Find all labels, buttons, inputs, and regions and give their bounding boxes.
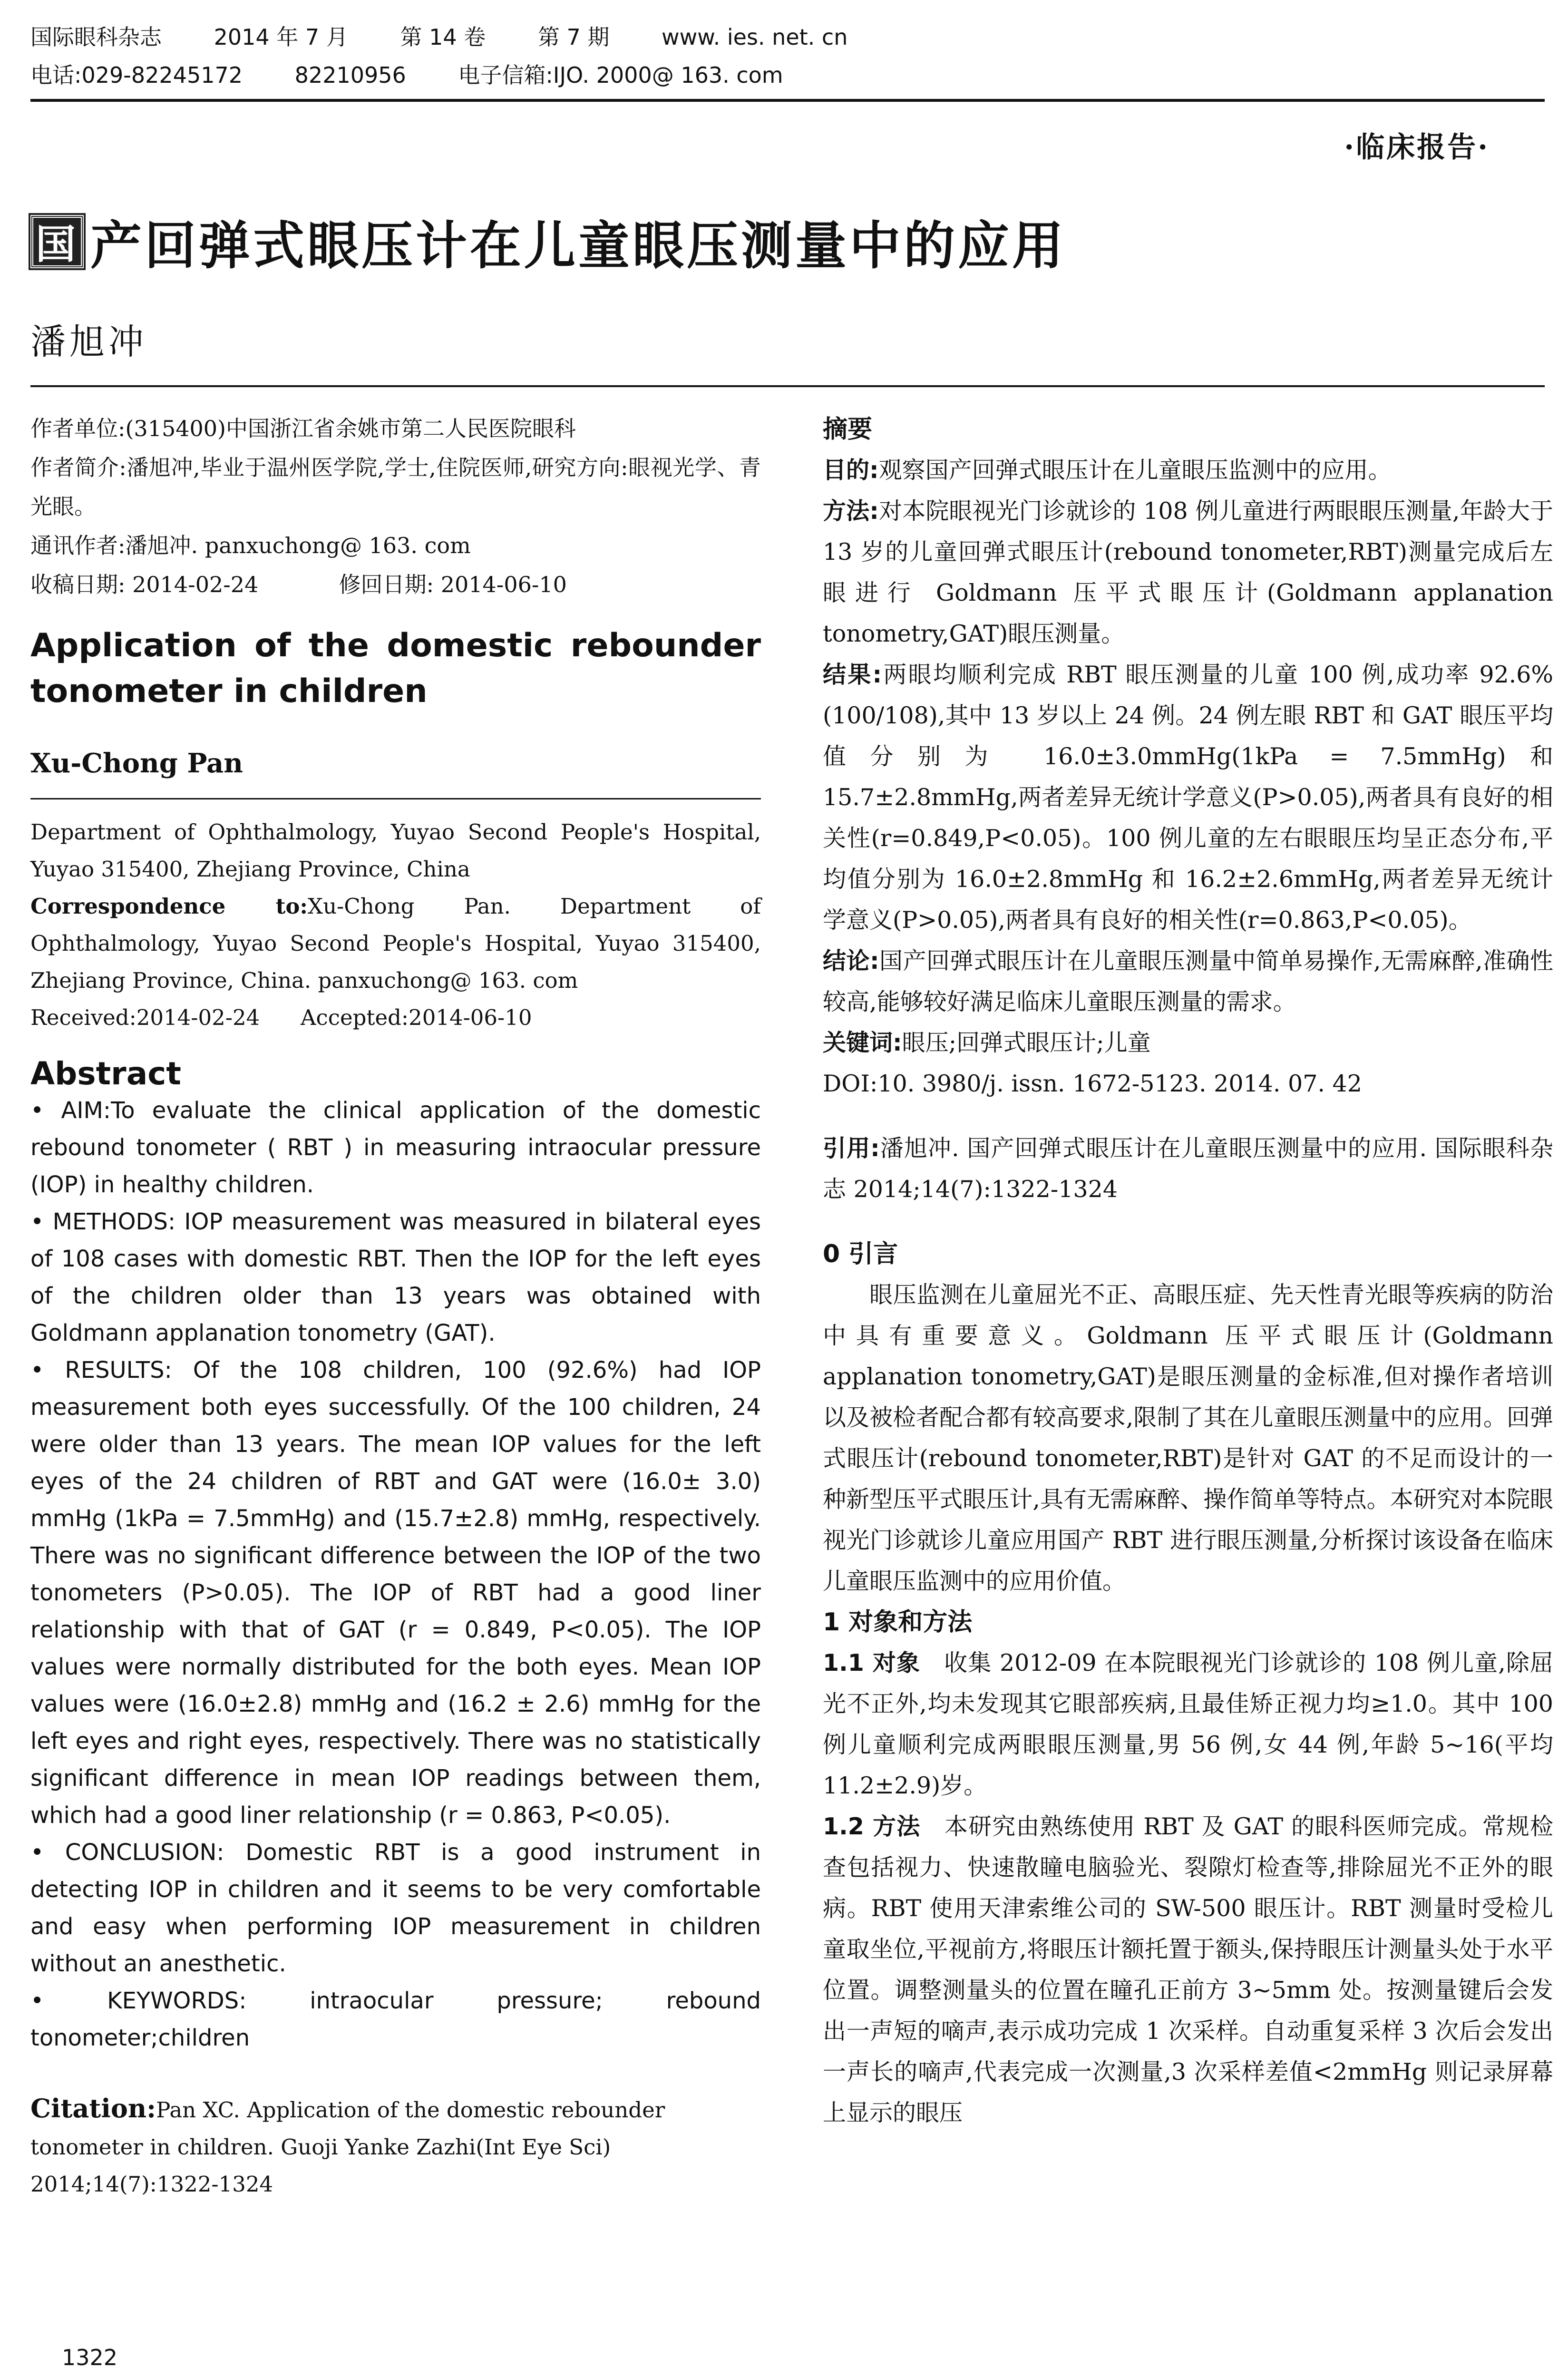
journal-name: 国际眼科杂志 — [30, 24, 162, 50]
english-title: Application of the domestic rebounder tonometer in children — [30, 627, 761, 710]
abstract-conclusion: • CONCLUSION: Domestic RBT is a good instrument in detecting IOP in children and it seems to be very comfortable and easy when performing IOP measurement in children without an anesthetic. — [30, 1839, 761, 1977]
section-0-heading: 0 引言 — [823, 1240, 898, 1268]
citation-label: Citation: — [30, 2093, 156, 2124]
author-unit: 作者单位:(315400)中国浙江省余姚市第二人民医院眼科 — [30, 416, 576, 441]
cn-citation-text: 潘旭冲. 国产回弹式眼压计在儿童眼压测量中的应用. 国际眼科杂志 2014;14(7):1322-1324 — [823, 1135, 1553, 1203]
abstract-methods: • METHODS: IOP measurement was measured in bilateral eyes of 108 cases with domestic RBT. Then the IOP for the left eyes of the children older than 13 years was obtained with Goldmann applanation tonometry (GAT). — [30, 1208, 761, 1346]
cn-results-text: 两眼均顺利完成 RBT 眼压测量的儿童 100 例,成功率 92.6%(100/108),其中 13 岁以上 24 例。24 例左眼 RBT 和 GAT 眼压平均值分别为 16.0±3.0mmHg(1kPa = 7.5mmHg)和 15.7±2.8mmHg,两者差异无统计学意义(P>0.05),两者具有良好的相关性(r=0.849,P<0.05)。100 例儿童的左右眼眼压均呈正态分布,平均值分别为 16.0±2.8mmHg 和 16.2±2.6mmHg,两者差异无统计学意义(P>0.05),两者具有良好的相关性(r=0.863,P<0.05)。 — [823, 661, 1553, 934]
website: www. ies. net. cn — [662, 24, 848, 50]
cn-conclusion-label: 结论: — [823, 947, 879, 974]
citation-text: Pan XC. Application of the domestic rebounder tonometer in children. Guoji Yanke Zazhi(Int Eye Sci) 2014;14(7):1322-1324 — [30, 2097, 665, 2197]
phone-2: 82210956 — [294, 62, 406, 88]
cn-keywords-text: 眼压;回弹式眼压计;儿童 — [902, 1029, 1151, 1056]
english-author-rule — [30, 798, 761, 799]
cn-methods-label: 方法: — [823, 497, 879, 525]
page-number: 1322 — [62, 2345, 118, 2370]
cn-keywords — [823, 1023, 1553, 1063]
issue-number: 第 7 期 — [537, 24, 610, 50]
cn-aim-label: 目的: — [823, 457, 879, 484]
section-1-1-label: 1.1 对象 — [823, 1649, 921, 1676]
right-column — [823, 409, 1553, 2133]
section-1-1 — [823, 1643, 1553, 1806]
cn-aim — [823, 450, 1553, 491]
section-0-text: 眼压监测在儿童屈光不正、高眼压症、先天性青光眼等疾病的防治中具有重要意义。Goldmann 压平式眼压计(Goldmann applanation tonometry,GAT)是眼压测量的金标准,但对操作者培训以及被检者配合都有较高要求,限制了其在儿童眼压测量中的应用。回弹式眼压计(rebound tonometer,RBT)是针对 GAT 的不足而设计的一种新型压平式眼压计,具有无需麻醉、操作简单等特点。本研究对本院眼视光门诊就诊儿童应用国产 RBT 进行眼压测量,分析探讨该设备在临床儿童眼压监测中的应用价值。 — [823, 1281, 1553, 1595]
correspondence-text: Xu-Chong Pan. Department of Ophthalmology, Yuyao Second People's Hospital, Yuyao 315400, Zhejiang Province, China. panxuchong@ 163. com — [30, 894, 761, 993]
correspondence-label: Correspondence to: — [30, 894, 308, 919]
cn-results-label: 结果: — [823, 661, 882, 688]
issue-date: 2014 年 7 月 — [214, 24, 348, 50]
author-name-cn: 潘旭冲 — [30, 321, 147, 362]
cn-conclusion-text: 国产回弹式眼压计在儿童眼压测量中简单易操作,无需麻醉,准确性较高,能够较好满足临床儿童眼压测量的需求。 — [823, 947, 1553, 1015]
cn-conclusion — [823, 941, 1553, 1023]
received-date-cn: 收稿日期: 2014-02-24 — [30, 572, 259, 597]
column-tag: ·临床报告· — [1344, 131, 1490, 164]
cn-methods — [823, 491, 1553, 654]
abstract-keywords: • KEYWORDS: intraocular pressure; rebound tonometer;children — [30, 1987, 761, 2051]
abstract-aim: • AIM:To evaluate the clinical application of the domestic rebound tonometer ( RBT ) in measuring intraocular pressure (IOP) in healthy children. — [30, 1097, 761, 1198]
cn-abstract-heading: 摘要 — [823, 415, 873, 444]
author-intro: 作者简介:潘旭冲,毕业于温州医学院,学士,住院医师,研究方向:眼视光学、青光眼。 — [30, 455, 761, 519]
english-author: Xu-Chong Pan — [30, 748, 243, 779]
volume: 第 14 卷 — [400, 24, 486, 50]
cn-results — [823, 654, 1553, 941]
cn-keywords-label: 关键词: — [823, 1029, 902, 1056]
english-abstract — [30, 1092, 761, 2056]
section-1-2-label: 1.2 方法 — [823, 1813, 921, 1840]
section-1-2-text: 本研究由熟练使用 RBT 及 GAT 的眼科医师完成。常规检查包括视力、快速散瞳电脑验光、裂隙灯检查等,排除屈光不正外的眼病。RBT 使用天津索维公司的 SW-500 眼压计。RBT 测量时受检儿童取坐位,平视前方,将眼压计额托置于额头,保持眼压计测量头处于水平位置。调整测量头的位置在瞳孔正前方 3~5mm 处。按测量键后会发出一声短的嘀声,表示成功完成 1 次采样。自动重复采样 3 次后会发出一声长的嘀声,代表完成一次测量,3 次采样差值<2mmHg 则记录屏幕上显示的眼压 — [823, 1813, 1553, 2126]
title-text: 产回弹式眼压计在儿童眼压测量中的应用 — [90, 216, 1067, 276]
abstract-results: • RESULTS: Of the 108 children, 100 (92.6%) had IOP measurement both eyes successfully. Of the 100 children, 24 were older than 13 years. The mean IOP values for the left eyes of the 24 children of RBT and GAT were (16.0± 3.0) mmHg (1kPa = 7.5mmHg) and (15.7±2.8) mmHg, respectively. There was no significant difference between the IOP of the two tonometers (P>0.05). The IOP of RBT had a good liner relationship with that of GAT (r = 0.849, P<0.05). The IOP values were normally distributed for the both eyes. Mean IOP values were (16.0±2.8) mmHg and (16.2 ± 2.6) mmHg for the left eyes and right eyes, respectively. There was no statistically significant difference in mean IOP readings between them, which had a good liner relationship (r = 0.863, P<0.05). — [30, 1357, 761, 1829]
correspondence — [30, 888, 761, 999]
english-citation — [30, 2090, 761, 2203]
cn-citation — [823, 1128, 1553, 1210]
author-info — [30, 409, 761, 604]
left-column — [30, 409, 761, 2203]
corresponding-author: 通讯作者:潘旭冲. panxuchong@ 163. com — [30, 533, 471, 558]
email: 电子信箱:IJO. 2000@ 163. com — [458, 62, 783, 88]
section-1-2 — [823, 1806, 1553, 2133]
dates-cn — [30, 565, 761, 604]
revised-date-cn: 修回日期: 2014-06-10 — [339, 572, 567, 597]
section-1 — [823, 1643, 1553, 2133]
section-1-heading: 1 对象和方法 — [823, 1608, 973, 1637]
section-0 — [823, 1275, 1553, 1602]
abstract-heading: Abstract — [30, 1055, 181, 1092]
doi: DOI:10. 3980/j. issn. 1672-5123. 2014. 07. 42 — [823, 1070, 1362, 1097]
section-1-1-text: 收集 2012-09 在本院眼视光门诊就诊的 108 例儿童,除屈光不正外,均未发现其它眼部疾病,且最佳矫正视力均≥1.0。其中 100 例儿童顺利完成两眼眼压测量,男 56 例,女 44 例,年龄 5~16(平均 11.2±2.9)岁。 — [823, 1649, 1553, 1799]
article-title — [30, 205, 1066, 278]
journal-header — [30, 18, 1548, 94]
title-initial: 国 — [30, 215, 84, 268]
title-rule — [30, 385, 1545, 387]
cn-methods-text: 对本院眼视光门诊就诊的 108 例儿童进行两眼眼压测量,年龄大于 13 岁的儿童回弹式眼压计(rebound tonometer,RBT)测量完成后左眼进行 Goldmann 压平式眼压计(Goldmann applanation tonometry,GAT)眼压测量。 — [823, 497, 1553, 647]
cn-aim-text: 观察国产回弹式眼压计在儿童眼压监测中的应用。 — [878, 457, 1392, 484]
english-affiliation — [30, 814, 761, 1036]
cn-abstract — [823, 450, 1553, 1104]
affiliation-text: Department of Ophthalmology, Yuyao Second People's Hospital, Yuyao 315400, Zhejiang Province, China — [30, 819, 761, 882]
received-accepted: Received:2014-02-24 Accepted:2014-06-10 — [30, 1005, 532, 1030]
phone: 电话:029-82245172 — [30, 62, 243, 88]
cn-citation-label: 引用: — [823, 1135, 880, 1162]
header-rule — [30, 99, 1545, 102]
